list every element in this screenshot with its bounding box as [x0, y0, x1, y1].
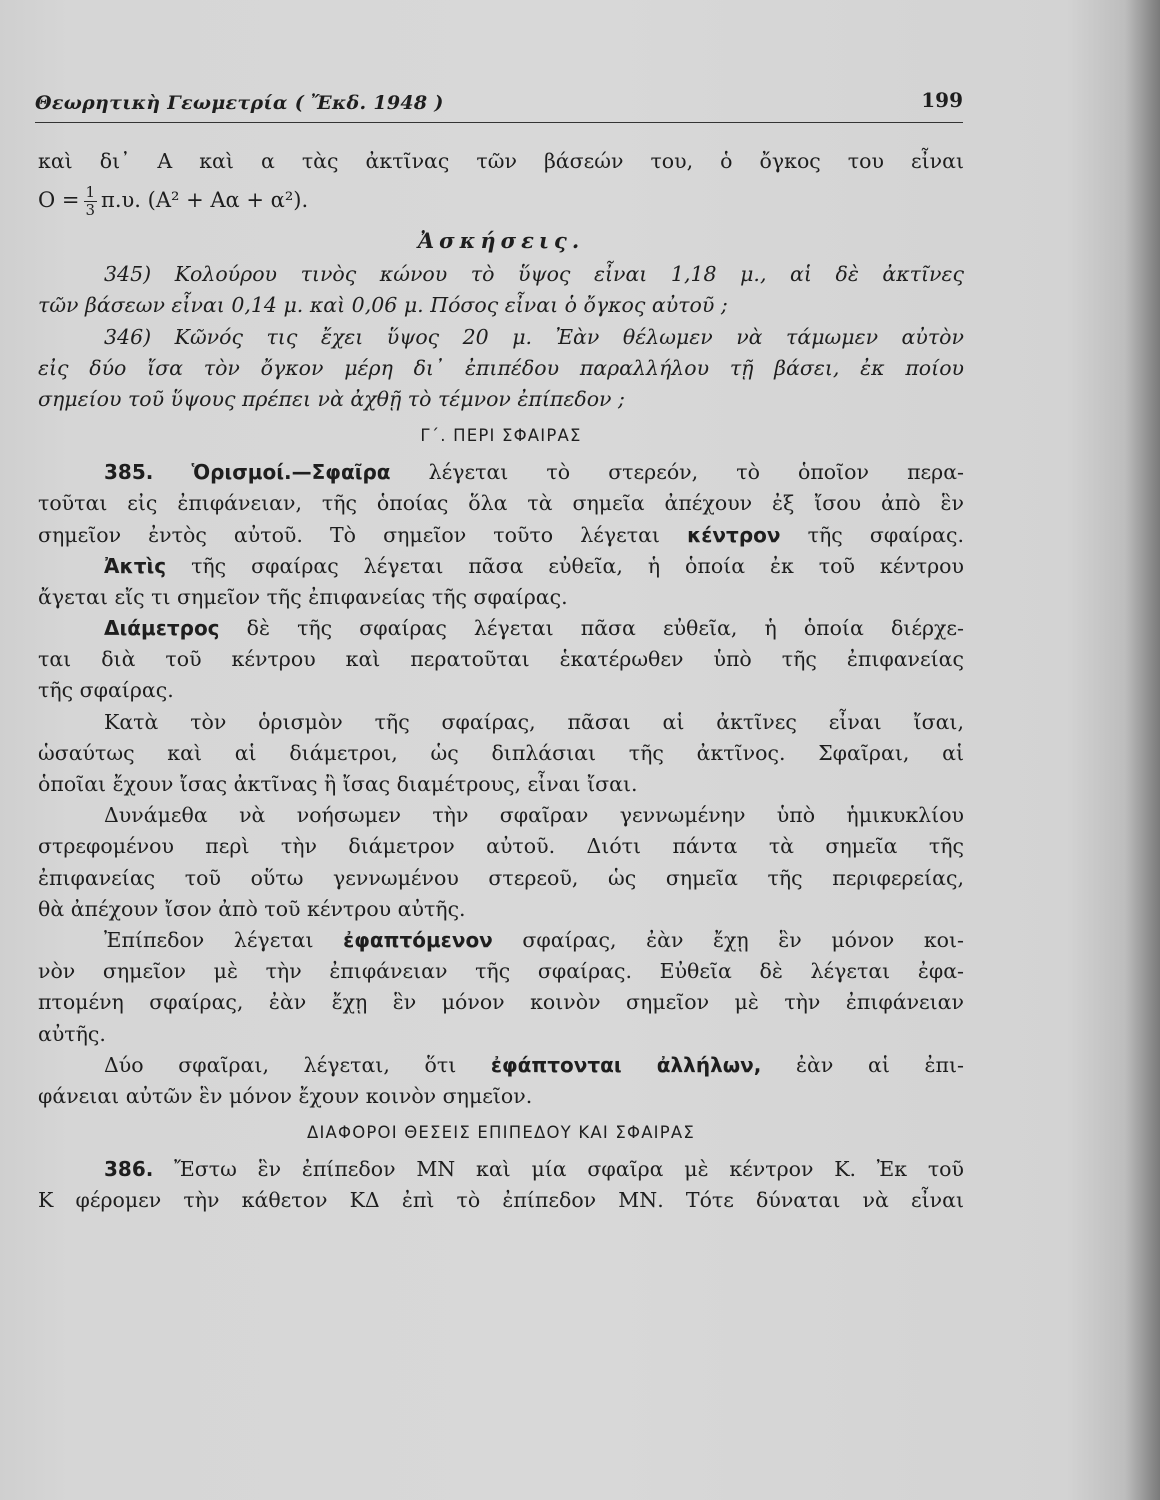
exercise-346-line: εἰς δύο ἴσα τὸν ὄγκον μέρη δι᾽ ἐπιπέδου παραλλήλου τῇ βάσει, ἐκ ποίου: [38, 355, 964, 380]
paragraph-386-line: Κ φέρομεν τὴν κάθετον ΚΔ ἐπὶ τὸ ἐπίπεδον ΜΝ. Τότε δύναται νὰ εἶναι: [38, 1188, 964, 1213]
exercise-345-line: τῶν βάσεων εἶναι 0,14 μ. καὶ 0,06 μ. Πόσος εἶναι ὁ ὄγκος αὐτοῦ ;: [38, 293, 728, 318]
exercise-346-line: σημείου τοῦ ὕψους πρέπει νὰ ἀχθῇ τὸ τέμνον ἐπίπεδον ;: [38, 386, 625, 411]
text-line: φάνειαι αὐτῶν ἓν μόνον ἔχουν κοινὸν σημεῖον.: [38, 1083, 533, 1108]
text-line: θὰ ἀπέχουν ἴσον ἀπὸ τοῦ κέντρου αὐτῆς.: [38, 896, 466, 921]
fraction-denominator: 3: [85, 201, 96, 220]
text-line: αὐτῆς.: [38, 1021, 106, 1046]
exercise-345-line: 345) Κολούρου τινὸς κώνου τὸ ὕψος εἶναι 1,18 μ., αἱ δὲ ἀκτῖνες: [104, 262, 964, 287]
formula-lhs: Ο =: [38, 188, 80, 213]
paragraph-385-line: [38, 520, 964, 551]
text-line: πτομένη σφαίρας, ἐὰν ἔχῃ ἓν μόνον κοινὸν σημεῖον μὲ τὴν ἐπιφάνειαν: [38, 990, 964, 1015]
text-line: ὁποῖαι ἔχουν ἴσας ἀκτῖνας ἢ ἴσας διαμέτρους, εἶναι ἴσαι.: [38, 772, 638, 796]
radius-def-line: [38, 551, 964, 582]
text-span: λέγεται τὸ στερεόν, τὸ ὁποῖον περα-: [428, 460, 964, 485]
text-span: σημεῖον ἐντὸς αὐτοῦ. Τὸ σημεῖον τοῦτο λέγεται: [38, 522, 660, 547]
paragraph-385-line: τοῦται εἰς ἐπιφάνειαν, τῆς ὁποίας ὅλα τὰ σημεῖα ἀπέχουν ἐξ ἴσου ἀπὸ ἓν: [38, 491, 964, 516]
text-span: Ἐπίπεδον λέγεται: [104, 927, 314, 952]
text-line: νὸν σημεῖον μὲ τὴν ἐπιφάνειαν τῆς σφαίρας. Εὐθεῖα δὲ λέγεται ἐφα-: [38, 959, 964, 984]
paragraph-number: 386.: [104, 1157, 154, 1182]
text-line: Κατὰ τὸν ὁρισμὸν τῆς σφαίρας, πᾶσαι αἱ ἀκτῖνες εἶναι ἴσαι,: [104, 709, 964, 734]
running-header: [35, 88, 963, 123]
diameter-def-line: [38, 613, 964, 644]
term-center: κέντρον: [687, 522, 781, 547]
term-diameter: Διάμετρος: [104, 616, 220, 641]
text-line: Δυνάμεθα νὰ νοήσωμεν τὴν σφαῖραν γεννωμένην ὑπὸ ἡμικυκλίου: [104, 803, 964, 828]
section-heading: ΔΙΑΦΟΡΟΙ ΘΕΣΕΙΣ ΕΠΙΠΕΔΟΥ ΚΑΙ ΣΦΑΙΡΑΣ: [306, 1123, 696, 1143]
text-line: ὡσαύτως καὶ αἱ διάμετροι, ὡς διπλάσιαι τῆς ἀκτῖνος. Σφαῖραι, αἱ: [38, 740, 964, 765]
exercises-heading: Ἀσκήσεις.: [417, 228, 585, 254]
formula-fraction: [84, 184, 98, 219]
text-span: Δύο σφαῖραι, λέγεται, ὅτι: [104, 1052, 457, 1077]
paragraph-385-line: [38, 457, 964, 488]
volume-formula: [38, 177, 964, 223]
paragraph-number: 385.: [104, 460, 154, 485]
term-radius: Ἀκτὶς: [104, 553, 167, 578]
term-touch-each-other: ἐφάπτονται ἀλλήλων,: [490, 1052, 762, 1077]
page-number: 199: [921, 88, 963, 112]
paragraph-386-line: [38, 1154, 964, 1185]
text-span: τῆς σφαίρας.: [807, 522, 964, 547]
page-body: [38, 146, 964, 1216]
text-span: δὲ τῆς σφαίρας λέγεται πᾶσα εὐθεῖα, ἡ ὁποία διέρχε-: [246, 616, 964, 641]
text-line: καὶ δι᾽ Α καὶ α τὰς ἀκτῖνας τῶν βάσεών του, ὁ ὄγκος του εἶναι: [38, 149, 964, 173]
formula-rhs: π.υ. (Α² + Αα + α²).: [101, 188, 309, 213]
fraction-numerator: 1: [85, 183, 96, 202]
text-span: ἐὰν αἱ ἐπι-: [796, 1052, 964, 1077]
text-span: σφαίρας, ἐὰν ἔχῃ ἓν μόνον κοι-: [522, 927, 964, 952]
text-line: ἐπιφανείας τοῦ οὕτω γεννωμένου στερεοῦ, ὡς σημεῖα τῆς περιφερείας,: [38, 865, 964, 890]
exercise-346-line: 346) Κῶνός τις ἔχει ὕψος 20 μ. Ἐὰν θέλωμεν νὰ τάμωμεν αὐτὸν: [104, 324, 964, 349]
diameter-def-line: ται διὰ τοῦ κέντρου καὶ περατοῦται ἑκατέρωθεν ὑπὸ τῆς ἐπιφανείας: [38, 647, 964, 672]
diameter-def-line: τῆς σφαίρας.: [38, 678, 174, 703]
tangent-spheres-line: [38, 1050, 964, 1081]
text-line: στρεφομένου περὶ τὴν διάμετρον αὐτοῦ. Διότι πάντα τὰ σημεῖα τῆς: [38, 834, 964, 859]
section-heading: Γ΄. ΠΕΡΙ ΣΦΑΙΡΑΣ: [420, 426, 582, 446]
tangent-plane-line: [38, 925, 964, 956]
term-sphere: Ὁρισμοί.—Σφαῖρα: [191, 460, 391, 485]
radius-def-line: ἄγεται εἴς τι σημεῖον τῆς ἐπιφανείας τῆς σφαίρας.: [38, 584, 568, 609]
header-title: Θεωρητικὴ Γεωμετρία ( Ἔκδ. 1948 ): [35, 92, 444, 114]
text-span: Ἔστω ἓν ἐπίπεδον ΜΝ καὶ μία σφαῖρα μὲ κέντρον Κ. Ἐκ τοῦ: [174, 1157, 964, 1182]
text-span: τῆς σφαίρας λέγεται πᾶσα εὐθεῖα, ἡ ὁποία ἐκ τοῦ κέντρου: [191, 553, 964, 578]
term-tangent: ἐφαπτόμενον: [343, 927, 493, 952]
